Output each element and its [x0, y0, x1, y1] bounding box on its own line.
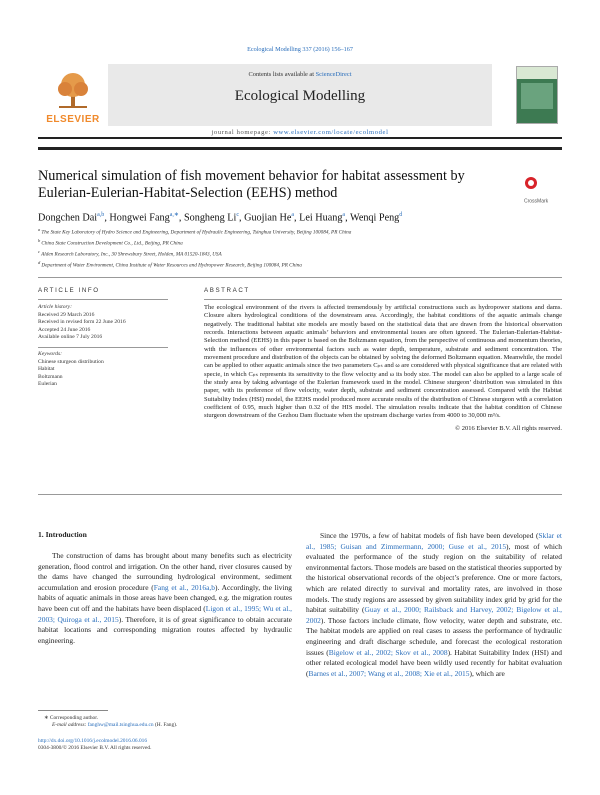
paragraph-text: The construction of dams has brought about many benefits such as electricity generation, flood control and irrigation. On the other hand, river closures caused by the dams have changed the surrounding hydrological environment, sediment accumulation and erosion procedure ( — [38, 551, 292, 592]
author-name[interactable]: Lei Huang — [299, 212, 343, 224]
history-label: Article history: — [38, 304, 73, 310]
paragraph-text: ). Habitat Suitability Index (HSI) and other related ecological model have been wildly used recently for habitat evaluation ( — [306, 647, 562, 678]
cover-art — [521, 83, 553, 109]
article-title: Numerical simulation of fish movement behavior for habitat assessment by Eulerian-Eulerian-Habitat-Selection (EEHS) method — [38, 168, 465, 201]
elsevier-tree-icon — [53, 70, 93, 110]
paragraph-text: ). Accordingly, the living habits of aquatic animals in those areas have been changed, e.g. the migration routes have been cut off and the habitats have been displaced ( — [38, 582, 293, 613]
info-rule — [38, 299, 168, 300]
contents-line — [108, 71, 492, 78]
paragraph-text: ). Therefore, it is of great significance to obtain accurate habitat locations and corresponding migration routes affected by hydraulic engineering. — [38, 614, 292, 645]
author-list — [38, 211, 562, 223]
author-separator: , — [294, 212, 300, 224]
author-separator: , — [345, 212, 351, 224]
homepage-link[interactable]: www.elsevier.com/locate/ecolmodel — [273, 129, 389, 136]
author-affiliation-mark[interactable]: c — [236, 212, 240, 218]
abstract-text: The ecological environment of the rivers is affected tremendously by artificial constructions such as hydropower stations and dams. Closure alters hydrological conditions of the downstream area. Accordingly, the habitat conditions of the aquatic animals change negatively. The traditional habitat site models are mostly based on the statistical data that are drawn from the historical observation records. Interactions between aquatic animals’ behaviors and environmental issues are often ignored. The Eulerian-Eulerian-Habitat-Selection method (EEHS) in this paper is based on the Boltzmann equation, from the perspective of continuous and momentum theories, with the influences of other environmental factors such as water depth, temperature, substrate and sediment concentration. The movement procedure and distribution of the objects can be obtained by solving the deformed Boltzmann equation. Meanwhile, the model can be applied to other aquatic animals since the two parameters Cₚₛ and ω are considered with physical significance that are related with specie, in which Cₚₛ represents its sensitivity to the flow velocity and ω its body size. The model can also be applied to a large scale of the study area by taking advantage of the Eulerian framework used in the model. Chinese sturgeon’ distribution was simulated in this paper, with its preference of flow velocity, water depth, substrate and sediment concentration assessed. Compared with the Habitat Suitability Index (HSI) model, the EEHS model produced more accurate results of the distribution of Chinese sturgeon with a correlation coefficient of 0.95, much higher than 0.32 of the HIS model. The simulation results indicate that the habitat condition of Chinese sturgeon downstream of the Gezhou Dam fluctuate when the upstream discharge varies from 4000 to 30,000 m³/s. — [204, 304, 562, 420]
elsevier-logo — [40, 68, 102, 130]
history-item: Received 29 March 2016 — [38, 311, 95, 318]
email-link[interactable]: fanghw@mail.tsinghua.edu.cn — [87, 722, 154, 729]
crossmark-badge[interactable] — [524, 174, 564, 205]
affiliation-text: The State Key Laboratory of Hydro Science and Engineering, Department of Hydraulic Engineering, Tsinghua University, Beijing 100084, PR China — [41, 229, 352, 236]
history-item: Available online 7 July 2016 — [38, 334, 103, 341]
affiliation-item — [38, 237, 562, 248]
history-list — [38, 312, 168, 342]
keywords-rule — [38, 347, 168, 348]
affiliation-mark: c — [38, 249, 42, 255]
doi-link[interactable]: http://dx.doi.org/10.1016/j.ecolmodel.2016.06.016 — [38, 737, 148, 744]
keyword-item: Boltzmann — [38, 373, 63, 380]
keywords — [38, 351, 168, 389]
header-rule — [38, 137, 562, 139]
author-affiliation-mark[interactable]: a — [342, 212, 346, 218]
email-label: E-mail address: — [52, 722, 88, 729]
author-separator: , — [178, 212, 184, 224]
affiliation-rule — [38, 277, 562, 278]
affiliation-item — [38, 259, 562, 270]
article-info — [38, 287, 168, 389]
author-name[interactable]: Guojian He — [244, 212, 292, 224]
paragraph-text: Since the 1970s, a few of habitat models of fish have been developed ( — [320, 531, 539, 540]
journal-homepage — [38, 129, 562, 136]
keyword-item: Eulerian — [38, 381, 57, 388]
cover-band — [517, 67, 557, 79]
keyword-list — [38, 359, 168, 389]
abstract-end-rule — [38, 494, 562, 495]
intro-left-column — [38, 530, 292, 646]
affiliation-mark: a — [38, 227, 42, 232]
author-separator: , — [104, 212, 110, 224]
publisher-name: ELSEVIER — [46, 114, 100, 125]
citation-link[interactable]: Fang et al., 2016a,b — [153, 582, 215, 592]
article-info-label: ARTICLE INFO — [38, 287, 100, 294]
affiliation-item — [38, 226, 562, 237]
journal-header — [38, 64, 562, 132]
author-name[interactable]: Dongchen Dai — [38, 212, 98, 224]
author-separator: , — [239, 212, 245, 224]
homepage-rule — [38, 147, 562, 150]
paragraph-text: ), most of which evaluated the performance of the study region on the suitability of related environmental factors. Those models are based on the statistical theories supported by the historical observational records of the object’s preference. One or more factors, which are related directly to survival and mortality rates, are involved in those models. The study regions are assessed by given suitability index grid by grid for the habitat suitability ( — [306, 541, 562, 615]
author-affiliation-mark[interactable]: a,∗ — [169, 212, 179, 218]
history-item: Accepted 24 June 2016 — [38, 326, 91, 333]
article-history — [38, 304, 168, 342]
intro-heading: 1. Introduction — [38, 530, 87, 539]
crossmark-icon — [524, 176, 538, 190]
abstract-rule — [204, 299, 562, 300]
keyword-item: Habitat — [38, 366, 55, 373]
journal-reference[interactable]: Ecological Modelling 337 (2016) 156–167 — [247, 46, 353, 53]
homepage-prefix: journal homepage: — [211, 129, 274, 136]
footnotes — [38, 715, 298, 753]
intro-paragraph-1 — [38, 551, 292, 646]
affiliation-mark: d — [38, 260, 42, 266]
citation-link[interactable]: Bigelow et al., 2002; Skov et al., 2008 — [328, 647, 448, 657]
affiliation-text: Department of Water Environment, China Institute of Water Resources and Hydropower Research, Beijing 100084, PR China — [41, 262, 302, 269]
affiliation-item — [38, 248, 562, 259]
citation-link[interactable]: Sklar et al., 1985; Guisan and Zimmermann, 2000; Guse et al., 2015 — [306, 531, 562, 551]
author-affiliation-mark[interactable]: a,b — [97, 212, 105, 218]
email-suffix: (H. Fang). — [153, 722, 178, 729]
citation-link[interactable]: Guay et al., 2000; Railsback and Harvey, 2002; Bigelow et al., 2002 — [306, 605, 562, 625]
affiliations — [38, 226, 562, 270]
paragraph-text: ), which are — [469, 668, 505, 678]
affiliation-text: China State Construction Development Co., Ltd., Beijing, PR China — [41, 240, 183, 247]
abstract — [204, 287, 562, 432]
keywords-label: Keywords: — [38, 350, 63, 357]
abstract-label: ABSTRACT — [204, 287, 250, 294]
citation-link[interactable]: Barnes et al., 2007; Wang et al., 2008; Xie et al., 2015 — [308, 668, 470, 678]
paragraph-text: ). Those factors include climate, flow velocity, water depth and substrate, etc. The habitat models are applied on real cases to assess the performance of hydraulic engineering and draft discharge schedule, and forecast the ecological restoration issues ( — [306, 615, 562, 657]
author-name[interactable]: Hongwei Fang — [109, 212, 170, 224]
crossmark-label: CrossMark — [524, 198, 549, 205]
journal-title: Ecological Modelling — [234, 88, 366, 104]
journal-banner — [108, 64, 492, 126]
journal-cover-image — [516, 66, 558, 124]
citation-link[interactable]: Ligon et al., 1995; Wu et al., 2003; Quiroga et al., 2015 — [38, 603, 293, 624]
contents-prefix: Contents lists available at — [248, 71, 316, 78]
author-name[interactable]: Wenqi Peng — [350, 212, 400, 224]
history-item: Received in revised form 22 June 2016 — [38, 319, 126, 326]
footnote-rule — [38, 710, 108, 711]
affiliation-mark: b — [38, 238, 42, 244]
intro-paragraph-2 — [306, 531, 562, 679]
affiliation-text: Alden Research Laboratory, Inc., 30 Shrewsbury Street, Holden, MA 01520-1843, USA — [41, 251, 222, 258]
author-name[interactable]: Songheng Li — [183, 212, 237, 224]
sciencedirect-link[interactable]: ScienceDirect — [315, 71, 352, 78]
author-affiliation-mark[interactable]: d — [399, 212, 403, 218]
intro-right-column — [306, 531, 562, 679]
email-line — [38, 722, 298, 729]
corresponding-author: ∗ Corresponding author. — [44, 715, 99, 721]
author-affiliation-mark[interactable]: a — [291, 212, 295, 218]
issn-line: 0304-3800/© 2016 Elsevier B.V. All rights reserved. — [38, 745, 152, 752]
keyword-item: Chinese sturgeon distribution — [38, 358, 104, 365]
abstract-copyright: © 2016 Elsevier B.V. All rights reserved. — [455, 424, 562, 432]
